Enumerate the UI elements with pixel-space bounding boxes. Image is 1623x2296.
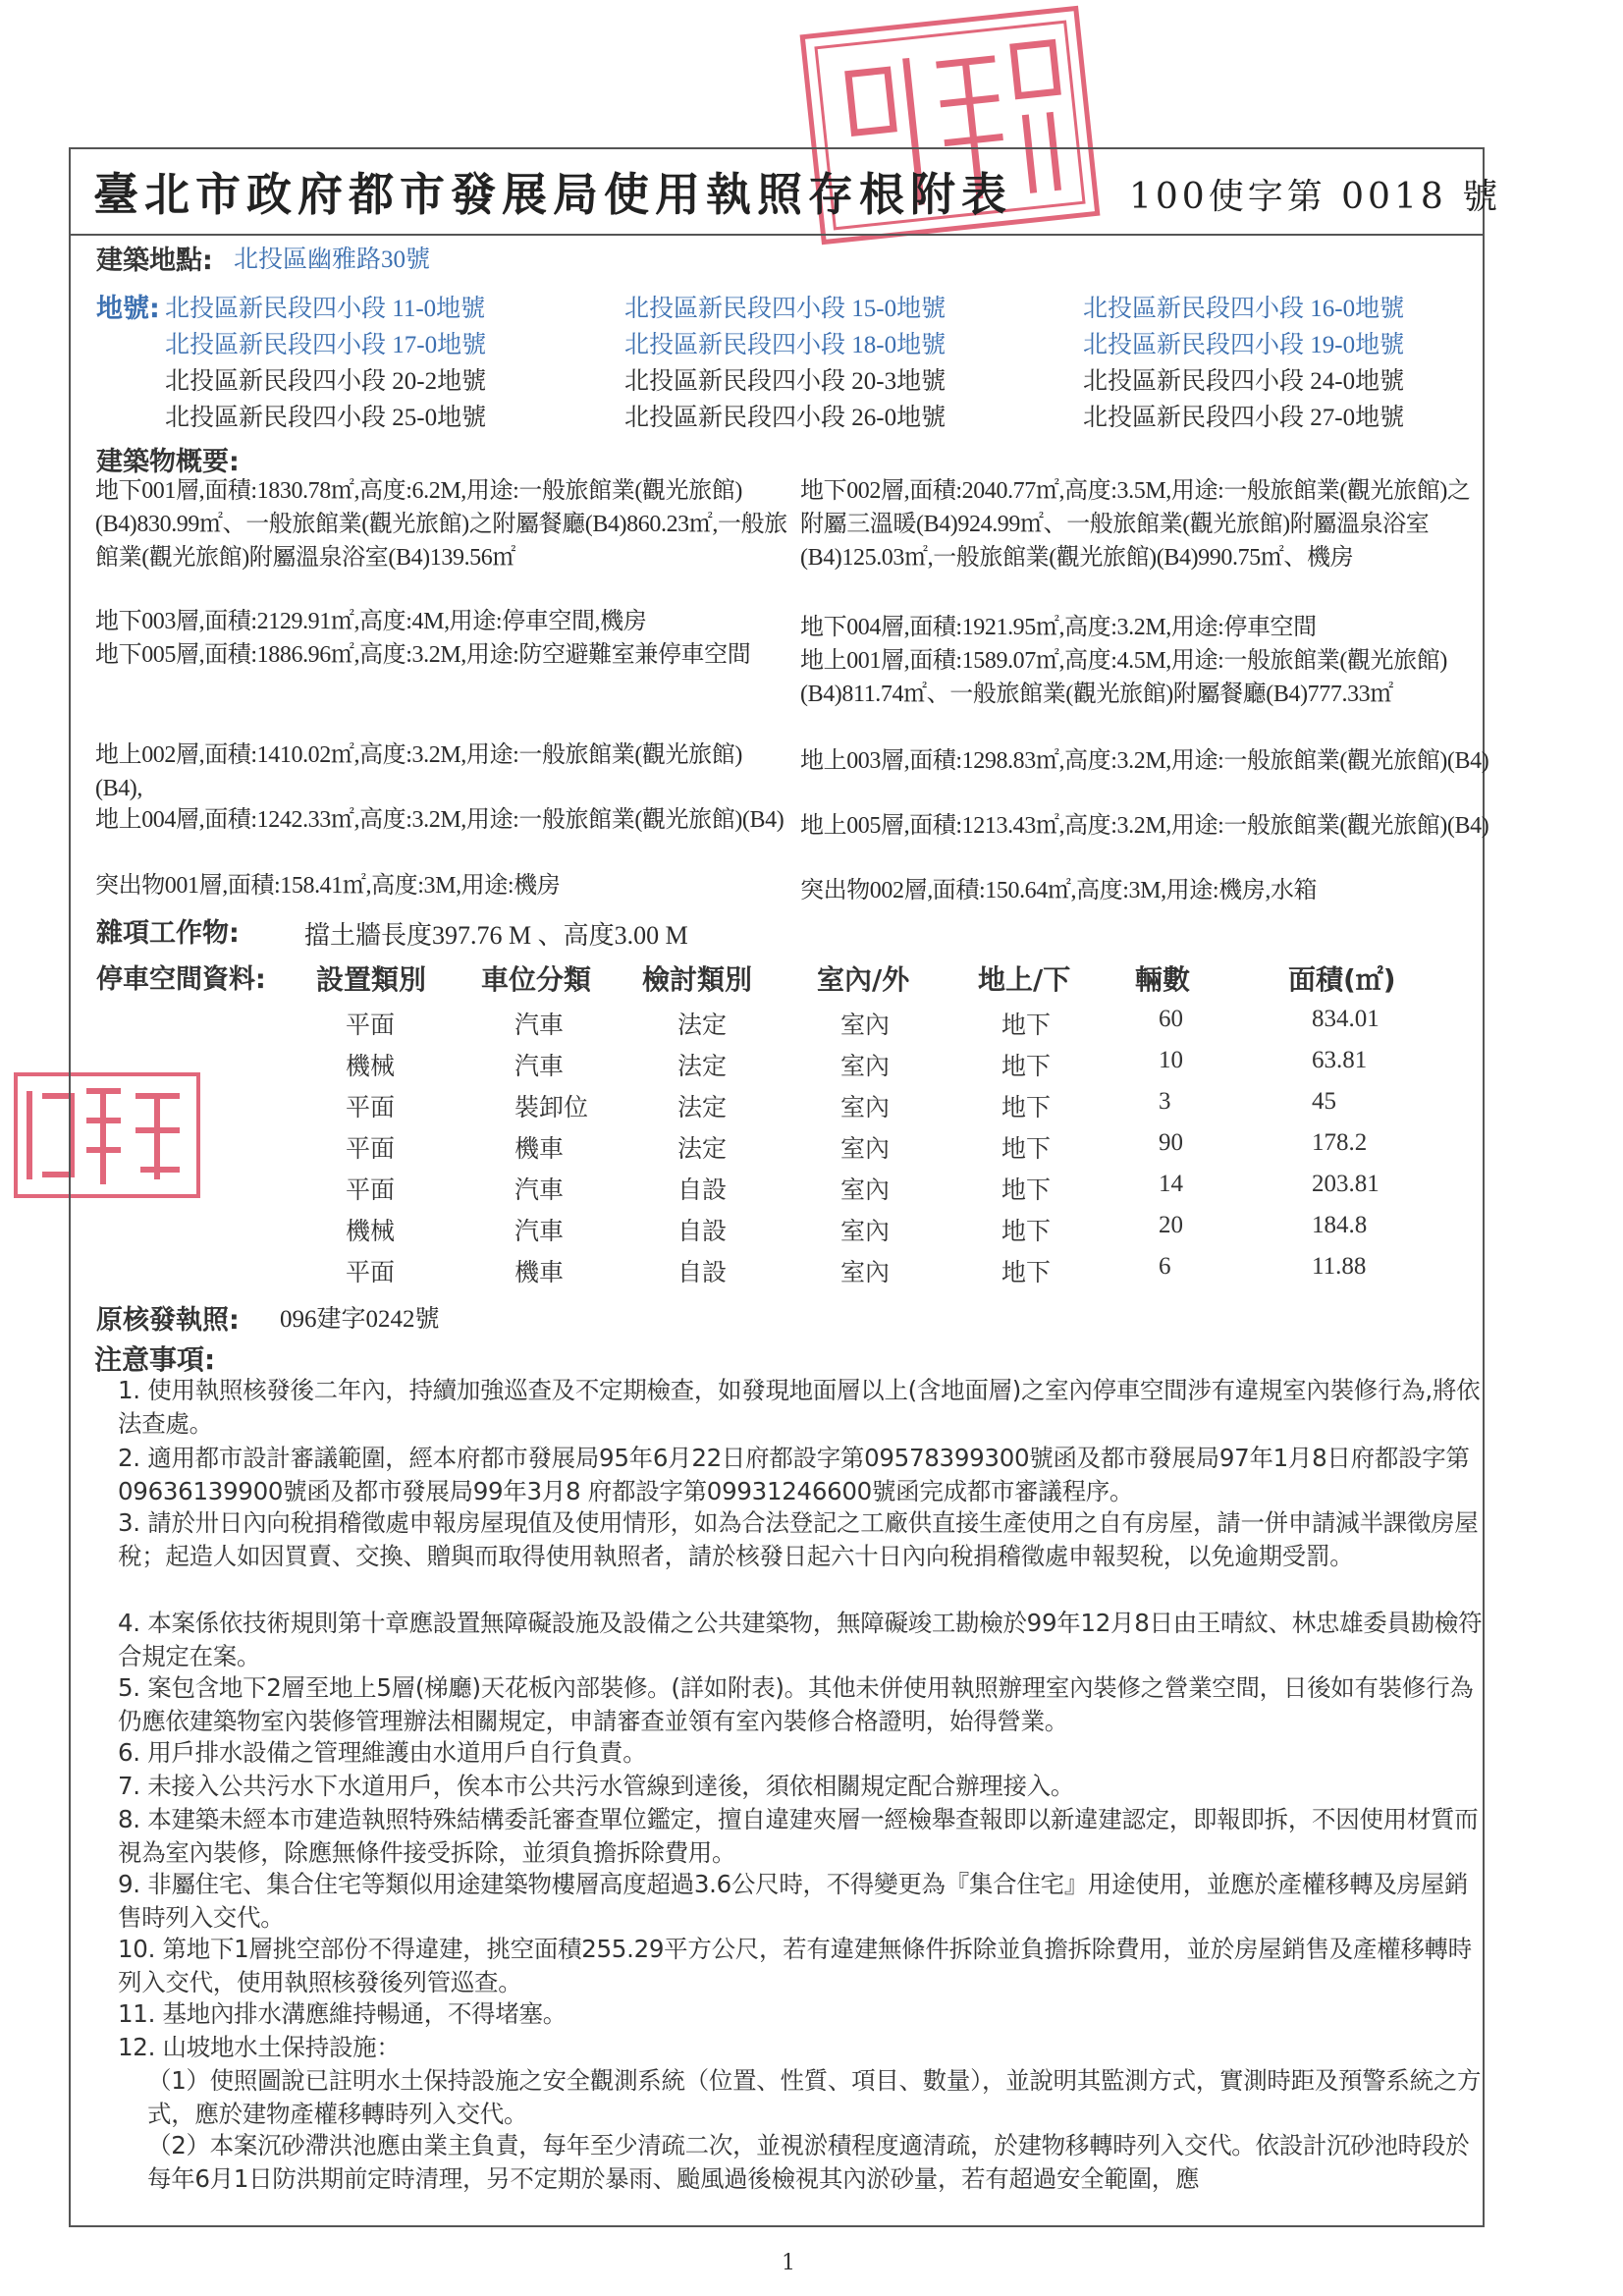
floor-entry: 突出物002層,面積:150.64㎡,高度:3M,用途:機房,水箱 (800, 878, 1318, 903)
parking-cell: 室內 (840, 1095, 891, 1121)
lot-cell: 北投區新民段四小段 17-0地號 (165, 332, 487, 358)
parking-cell: 平面 (346, 1095, 396, 1121)
parking-cell: 10 (1159, 1047, 1183, 1073)
misc-label: 雜項工作物: (96, 918, 240, 949)
address-value: 北投區幽雅路30號 (234, 246, 431, 273)
note-item: 1. 使用執照核發後二年內，持續加強巡查及不定期檢查，如發現地面層以上(含地面層)之室內停車空間涉有違規室內裝修行為,將依法查處。 (118, 1376, 1481, 1438)
lot-cell: 北投區新民段四小段 26-0地號 (624, 405, 947, 431)
note-item: 7. 未接入公共污水下水道用戶，俟本市公共污水管線到達後，須依相關規定配合辦理接入。 (118, 1772, 1075, 1800)
note-item: 3. 請於卅日內向稅捐稽徵處申報房屋現值及使用情形，如為合法登記之工廠供直接生產使用之自有房屋，請一併申請減半課徵房屋稅；起造人如因買賣、交換、贈與而取得使用執照者，請於核發日起六十日內向稅捐稽徵處申報契稅，以免逾期受罰。 (118, 1508, 1479, 1570)
parking-cell: 平面 (346, 1012, 396, 1039)
parking-cell: 機車 (514, 1260, 565, 1286)
parking-cell: 室內 (840, 1219, 891, 1245)
parking-cell: 地下 (1001, 1095, 1052, 1121)
parking-cell: 自設 (677, 1177, 728, 1204)
parking-cell: 834.01 (1312, 1006, 1380, 1032)
parking-cell: 地下 (1001, 1012, 1052, 1039)
parking-header: 設置類別 (316, 963, 427, 996)
lot-label: 地號: (96, 294, 160, 324)
parking-cell: 法定 (677, 1136, 728, 1163)
parking-cell: 機車 (514, 1136, 565, 1163)
parking-cell: 室內 (840, 1260, 891, 1286)
parking-cell: 14 (1159, 1171, 1183, 1197)
parking-cell: 地下 (1001, 1054, 1052, 1080)
parking-cell: 90 (1159, 1129, 1183, 1156)
parking-cell: 63.81 (1312, 1047, 1368, 1073)
note-item: 9. 非屬住宅、集合住宅等類似用途建築物樓層高度超過3.6公尺時，不得變更為『集合住宅』用途使用，並應於產權移轉及房屋銷售時列入交代。 (118, 1870, 1469, 1932)
floor-entry: 地下004層,面積:1921.95㎡,高度:3.2M,用途:停車空間 (800, 615, 1317, 640)
parking-cell: 機械 (346, 1054, 396, 1080)
parking-cell: 203.81 (1312, 1171, 1380, 1197)
lot-cell: 北投區新民段四小段 27-0地號 (1083, 405, 1405, 431)
parking-cell: 汽車 (514, 1054, 565, 1080)
lot-cell: 北投區新民段四小段 20-3地號 (624, 368, 947, 395)
parking-cell: 法定 (677, 1012, 728, 1039)
floor-entry: 地下001層,面積:1830.78㎡,高度:6.2M,用途:一般旅館業(觀光旅館)(B4)830.99㎡、一般旅館業(觀光旅館)之附屬餐廳(B4)860.23㎡,一般旅館業(觀光旅館)附屬溫泉浴室(B4)139.56㎡ (95, 478, 787, 571)
parking-cell: 地下 (1001, 1177, 1052, 1204)
parking-cell: 自設 (677, 1219, 728, 1245)
parking-header: 車位分類 (481, 963, 592, 996)
lot-cell: 北投區新民段四小段 16-0地號 (1083, 296, 1405, 322)
parking-cell: 室內 (840, 1177, 891, 1204)
parking-cell: 地下 (1001, 1260, 1052, 1286)
lot-cell: 北投區新民段四小段 11-0地號 (165, 296, 486, 322)
parking-cell: 178.2 (1312, 1129, 1368, 1156)
floor-entry: 地下005層,面積:1886.96㎡,高度:3.2M,用途:防空避難室兼停車空間 (95, 642, 751, 668)
floor-entry: 地上003層,面積:1298.83㎡,高度:3.2M,用途:一般旅館業(觀光旅館)(B4) (800, 748, 1489, 774)
parking-cell: 法定 (677, 1095, 728, 1121)
note-item: 10. 第地下1層挑空部份不得違建，挑空面積255.29平方公尺，若有違建無條件拆除並負擔拆除費用，並於房屋銷售及產權移轉時列入交代，使用執照核發後列管巡查。 (118, 1935, 1472, 1996)
note-item: 4. 本案係依技術規則第十章應設置無障礙設施及設備之公共建築物，無障礙竣工勘檢於99年12月8日由王晴紋、林忠雄委員勘檢符合規定在案。 (118, 1609, 1483, 1670)
parking-cell: 3 (1159, 1088, 1171, 1115)
original-permit-label: 原核發執照: (96, 1305, 240, 1336)
parking-cell: 45 (1312, 1088, 1336, 1115)
parking-cell: 裝卸位 (514, 1095, 589, 1121)
parking-cell: 室內 (840, 1012, 891, 1039)
permit-number: 100使字第 0018 號 (1129, 177, 1502, 217)
original-permit-value: 096建字0242號 (280, 1306, 440, 1333)
parking-cell: 60 (1159, 1006, 1183, 1032)
parking-cell: 平面 (346, 1177, 396, 1204)
parking-cell: 汽車 (514, 1219, 565, 1245)
note-item: （1）使照圖說已註明水土保持設施之安全觀測系統（位置、性質、項目、數量），並說明其監測方式，實測時距及預警系統之方式，應於建物產權移轉時列入交代。 (147, 2066, 1482, 2128)
parking-header: 地上/下 (978, 963, 1071, 996)
note-item: （2）本案沉砂滯洪池應由業主負責，每年至少清疏二次，並視淤積程度適清疏，於建物移轉時列入交代。依設計沉砂池時段於每年6月1日防洪期前定時清理，另不定期於暴雨、颱風過後檢視其內淤砂量，若有超過安全範圍，應 (147, 2131, 1470, 2193)
parking-cell: 地下 (1001, 1219, 1052, 1245)
parking-cell: 地下 (1001, 1136, 1052, 1163)
parking-header: 檢討類別 (642, 963, 753, 996)
parking-cell: 20 (1159, 1212, 1183, 1238)
lot-cell: 北投區新民段四小段 20-2地號 (165, 368, 487, 395)
document-title: 臺北市政府都市發展局使用執照存根附表 (93, 168, 1012, 221)
lot-cell: 北投區新民段四小段 18-0地號 (624, 332, 947, 358)
lot-cell: 北投區新民段四小段 19-0地號 (1083, 332, 1405, 358)
lot-cell: 北投區新民段四小段 25-0地號 (165, 405, 487, 431)
overview-label: 建築物概要: (96, 447, 240, 477)
note-item: 8. 本建築未經本市建造執照特殊結構委託審查單位鑑定，擅自違建夾層一經檢舉查報即以新違建認定，即報即拆，不因使用材質而視為室內裝修，除應無條件接受拆除，並須負擔拆除費用。 (118, 1805, 1479, 1867)
note-item: 11. 基地內排水溝應維持暢通，不得堵塞。 (118, 1999, 567, 2028)
parking-cell: 機械 (346, 1219, 396, 1245)
parking-header: 輛數 (1135, 963, 1191, 996)
parking-header: 面積(㎡) (1288, 963, 1396, 996)
note-item: 5. 案包含地下2層至地上5層(梯廳)天花板內部裝修。(詳如附表)。其他未併使用執照辦理室內裝修之營業空間，日後如有裝修行為仍應依建築物室內裝修管理辦法相關規定，申請審查並領有室內裝修合格證明，始得營業。 (118, 1673, 1474, 1735)
parking-cell: 6 (1159, 1253, 1171, 1280)
floor-entry: 地上004層,面積:1242.33㎡,高度:3.2M,用途:一般旅館業(觀光旅館)(B4) (95, 807, 784, 833)
parking-cell: 室內 (840, 1136, 891, 1163)
note-item: 2. 適用都市設計審議範圍，經本府都市發展局95年6月22日府都設字第09578399300號函及都市發展局97年1月8日府都設字第09636139900號函及都市發展局99年3月8 府都設字第09931246600號函完成都市審議程序。 (118, 1444, 1470, 1505)
parking-label: 停車空間資料: (96, 964, 266, 995)
parking-cell: 法定 (677, 1054, 728, 1080)
notes-label: 注意事項: (94, 1343, 216, 1376)
floor-entry: 地下003層,面積:2129.91㎡,高度:4M,用途:停車空間,機房 (95, 609, 647, 634)
lot-cell: 北投區新民段四小段 15-0地號 (624, 296, 947, 322)
parking-cell: 平面 (346, 1260, 396, 1286)
parking-cell: 汽車 (514, 1177, 565, 1204)
page-number: 1 (782, 2251, 795, 2275)
parking-cell: 11.88 (1312, 1253, 1367, 1280)
floor-entry: 突出物001層,面積:158.41㎡,高度:3M,用途:機房 (95, 873, 561, 899)
floor-entry: 地上005層,面積:1213.43㎡,高度:3.2M,用途:一般旅館業(觀光旅館)(B4) (800, 813, 1489, 839)
parking-cell: 汽車 (514, 1012, 565, 1039)
note-item: 6. 用戶排水設備之管理維護由水道用戶自行負責。 (118, 1738, 647, 1767)
misc-value: 擋土牆長度397.76 M 、高度3.00 M (304, 921, 688, 950)
parking-cell: 自設 (677, 1260, 728, 1286)
note-item: 12. 山坡地水土保持設施： (118, 2033, 401, 2061)
parking-cell: 184.8 (1312, 1212, 1368, 1238)
parking-header: 室內/外 (817, 963, 910, 996)
floor-entry: 地上002層,面積:1410.02㎡,高度:3.2M,用途:一般旅館業(觀光旅館)(B4), (95, 742, 742, 801)
floor-entry: 地下002層,面積:2040.77㎡,高度:3.5M,用途:一般旅館業(觀光旅館)之附屬三溫暖(B4)924.99㎡、一般旅館業(觀光旅館)附屬溫泉浴室(B4)125.03㎡,一般旅館業(觀光旅館)(B4)990.75㎡、機房 (800, 478, 1471, 571)
address-label: 建築地點: (96, 246, 213, 276)
parking-cell: 平面 (346, 1136, 396, 1163)
floor-entry: 地上001層,面積:1589.07㎡,高度:4.5M,用途:一般旅館業(觀光旅館)(B4)811.74㎡、一般旅館業(觀光旅館)附屬餐廳(B4)777.33㎡ (800, 648, 1447, 707)
lot-cell: 北投區新民段四小段 24-0地號 (1083, 368, 1405, 395)
parking-cell: 室內 (840, 1054, 891, 1080)
